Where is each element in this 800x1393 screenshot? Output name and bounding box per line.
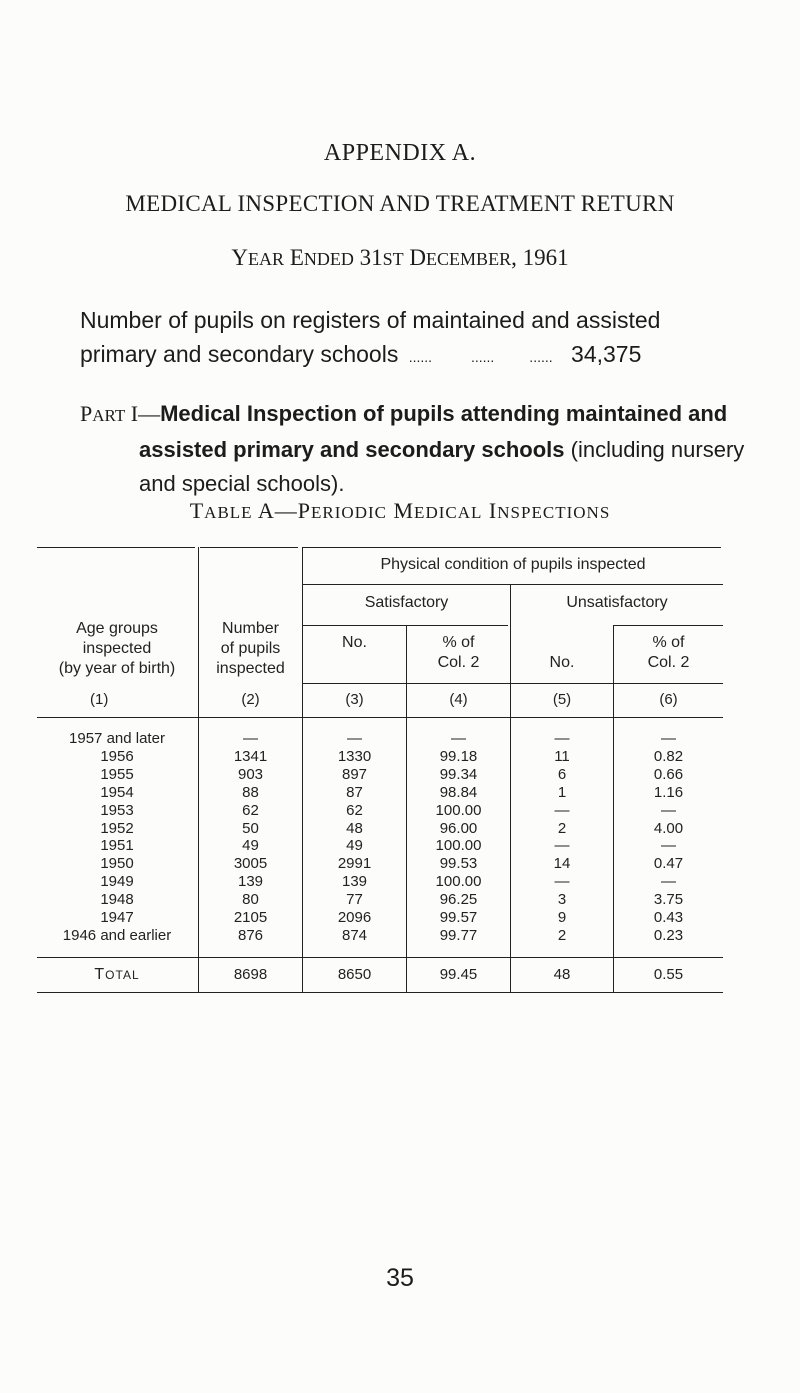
rule-total-top	[37, 957, 723, 958]
col6-header-l2: Col. 2	[647, 654, 690, 671]
table-cell-col2: 876	[237, 926, 264, 944]
colnum-6: (6)	[659, 691, 678, 708]
part-dash: —	[138, 401, 161, 426]
table-cell-col5: 6	[557, 765, 567, 783]
rule-top-physical	[303, 547, 721, 548]
table-cell-col6: 0.43	[653, 909, 684, 926]
table-cell-col5: —	[554, 730, 570, 747]
table-cell-col5: 9	[557, 909, 567, 926]
table-cell-col4: 99.53	[439, 855, 478, 873]
part-label: PART I	[80, 401, 139, 426]
colnum-5: (5)	[552, 691, 572, 708]
table-cell-col3: 874	[341, 926, 368, 944]
rule-no-top-unsat	[614, 625, 723, 626]
table-cell-col5: 2	[557, 926, 567, 944]
table-cell-col4: 96.00	[439, 819, 478, 837]
table-cell-col3: 48	[346, 819, 363, 837]
table-cell-col6: 0.47	[653, 855, 684, 873]
colnum-3: (3)	[345, 691, 364, 708]
colnum-4: (4)	[449, 691, 468, 708]
table-cell-col5: 14	[553, 855, 571, 873]
table-a-title: TABLE A—PERIODIC MEDICAL INSPECTIONS	[189, 498, 611, 523]
page-number: 35	[386, 1264, 414, 1292]
table-cell-col4: 99.34	[439, 765, 478, 783]
appendix-heading: APPENDIX A.	[323, 140, 477, 166]
col3-header: No.	[342, 634, 367, 651]
table-cell-col3: 49	[346, 837, 363, 855]
rule-top	[37, 547, 195, 548]
table-cell-col1: 1951	[100, 837, 134, 855]
table-cell-col5: 2	[557, 819, 567, 837]
return-title: MEDICAL INSPECTION AND TREATMENT RETURN	[125, 191, 675, 216]
colnum-1: (1)	[90, 691, 109, 708]
table-cell-col4: 99.18	[439, 747, 478, 765]
table-cell-col1: 1947	[100, 909, 134, 926]
table-cell-col1: 1946 and earlier	[62, 926, 172, 944]
col2-header-l3: inspected	[216, 660, 285, 677]
table-cell-col5: 3	[557, 891, 567, 909]
pupils-count: 34,375	[571, 341, 642, 367]
table-cell-col3: 87	[346, 783, 363, 801]
table-cell-col1: 1949	[100, 873, 134, 891]
year-ended-line: YEAR ENDED 31ST DECEMBER, 1961	[231, 245, 569, 270]
table-cell-col3: 2096	[337, 909, 372, 926]
table-cell-col6: 0.66	[653, 765, 684, 783]
table-cell-col2: 50	[242, 819, 259, 837]
table-cell-col4: 100.00	[435, 837, 482, 855]
table-cell-col6: —	[661, 801, 676, 819]
table-cell-col5: —	[554, 873, 570, 891]
total-label: TOTAL	[94, 966, 140, 983]
total-cell-col5: 48	[553, 966, 571, 983]
rule-satisfactory-top	[303, 584, 723, 585]
table-cell-col1: 1952	[100, 819, 134, 837]
table-cell-col1: 1957 and later	[69, 730, 165, 747]
table-cell-col4: 96.25	[439, 891, 478, 909]
table-cell-col4: 99.57	[439, 909, 478, 926]
part-rest-2: (including nursery	[564, 437, 745, 462]
table-cell-col1: 1948	[100, 891, 134, 909]
pupils-registers-line: Number of pupils on registers of maintained and assisted	[80, 307, 661, 333]
table-cell-col2: 139	[237, 873, 264, 891]
table-cell-col2: 903	[237, 765, 264, 783]
col2-header-l2: of pupils	[220, 640, 281, 657]
col1-header-l2: inspected	[82, 640, 152, 657]
total-cell-col6: 0.55	[653, 966, 684, 983]
table-cell-col3: —	[347, 730, 362, 747]
table-cell-col6: —	[661, 730, 676, 747]
part-bold-1: Medical Inspection of pupils attending maintained and	[160, 401, 728, 426]
table-cell-col3: 62	[346, 801, 363, 819]
table-cell-col2: 80	[242, 891, 259, 909]
table-cell-col3: 1330	[337, 747, 372, 765]
table-cell-col2: —	[243, 730, 258, 747]
rule-colnum-top	[303, 683, 723, 684]
total-cell-col3: 8650	[337, 966, 372, 983]
table-cell-col2: 88	[242, 783, 259, 801]
physical-condition-header: Physical condition of pupils inspected	[380, 556, 646, 573]
table-cell-col3: 897	[341, 765, 368, 783]
table-cell-col1: 1956	[100, 747, 134, 765]
col4-header-l2: Col. 2	[437, 654, 480, 671]
table-cell-col4: 98.84	[439, 783, 478, 801]
table-cell-col1: 1953	[100, 801, 134, 819]
table-cell-col3: 139	[341, 873, 368, 891]
col6-header-l1: % of	[652, 634, 685, 651]
col1-header-l1: Age groups	[76, 620, 158, 637]
colnum-2: (2)	[241, 691, 260, 708]
total-cell-col2: 8698	[233, 966, 268, 983]
unsatisfactory-header: Unsatisfactory	[566, 594, 668, 611]
col2-header-l1: Number	[222, 620, 279, 637]
part-bold-2: assisted primary and secondary schools	[139, 437, 565, 462]
table-cell-col1: 1950	[100, 855, 134, 873]
table-cell-col4: 100.00	[435, 873, 482, 891]
table-cell-col2: 3005	[233, 855, 268, 873]
col4-header-l1: % of	[442, 634, 475, 651]
table-cell-col2: 49	[242, 837, 259, 855]
col1-header-l3: (by year of birth)	[58, 660, 176, 677]
table-cell-col5: —	[554, 801, 570, 819]
leader-dots: ...... ...... ......	[408, 349, 553, 365]
table-cell-col1: 1955	[100, 765, 134, 783]
table-cell-col2: 1341	[233, 747, 268, 765]
rule-total-bottom	[37, 992, 723, 993]
table-cell-col6: 0.82	[653, 747, 684, 765]
table-cell-col2: 62	[242, 801, 259, 819]
table-cell-col1: 1954	[100, 783, 134, 801]
table-cell-col6: 1.16	[653, 783, 684, 801]
table-cell-col2: 2105	[233, 909, 268, 926]
col5-header: No.	[549, 654, 575, 671]
table-cell-col6: 0.23	[653, 926, 684, 944]
table-cell-col4: —	[451, 730, 466, 747]
rule-header-bottom	[37, 717, 723, 718]
table-cell-col6: 3.75	[653, 891, 684, 909]
part-line-3: and special schools).	[139, 471, 345, 496]
table-cell-col5: 1	[557, 783, 567, 801]
total-cell-col4: 99.45	[439, 966, 478, 983]
table-cell-col4: 100.00	[435, 801, 482, 819]
table-cell-col5: 11	[554, 747, 570, 765]
table-cell-col3: 77	[346, 891, 363, 909]
satisfactory-header: Satisfactory	[364, 594, 449, 611]
table-cell-col5: —	[554, 837, 570, 855]
table-cell-col6: 4.00	[653, 819, 684, 837]
table-cell-col3: 2991	[337, 855, 372, 873]
table-cell-col4: 99.77	[439, 926, 478, 944]
schools-label: primary and secondary schools	[80, 341, 399, 367]
rule-top-col2	[200, 547, 298, 548]
table-cell-col6: —	[661, 873, 676, 891]
table-cell-col6: —	[661, 837, 676, 855]
